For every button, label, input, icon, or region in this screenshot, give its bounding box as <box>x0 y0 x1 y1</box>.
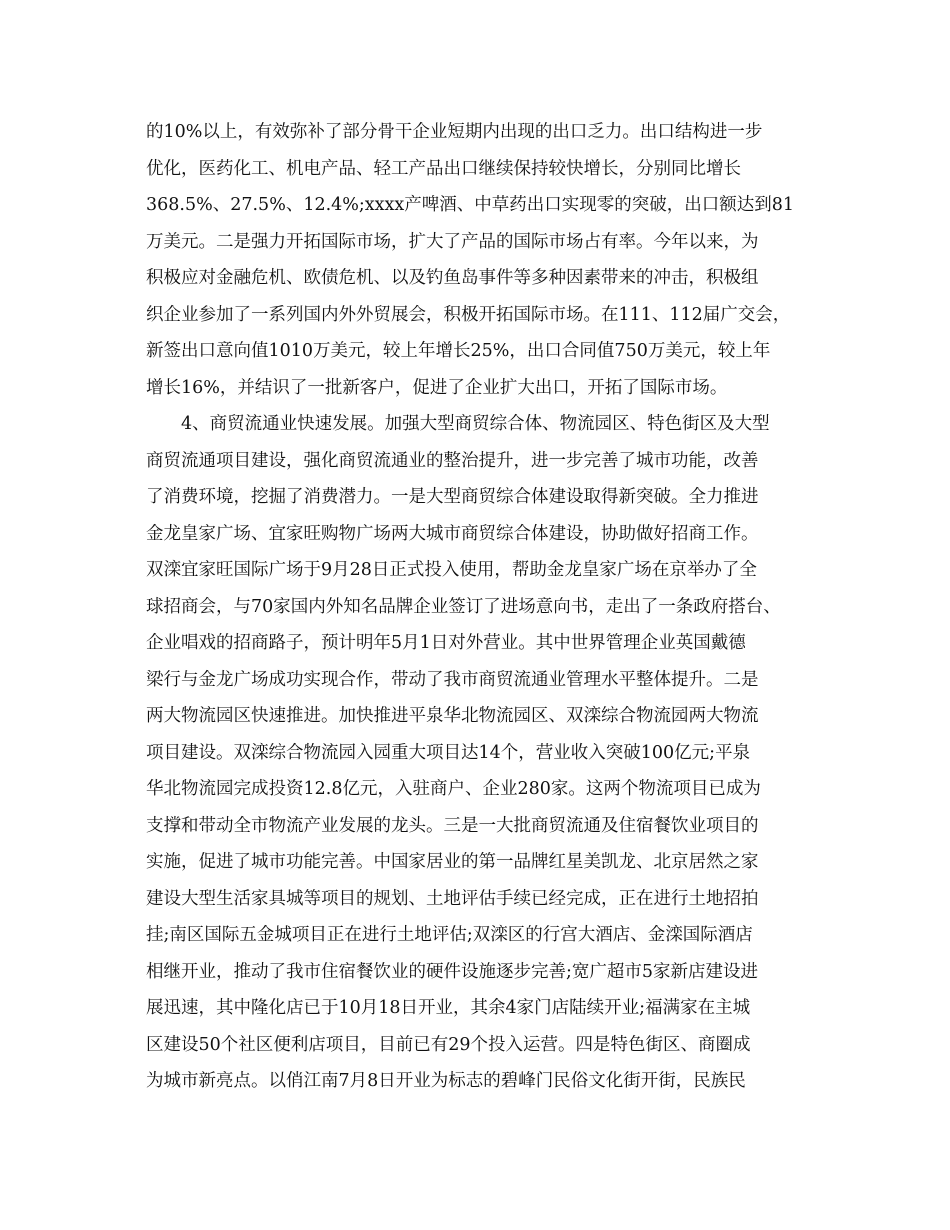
text-line: 新签出口意向值1010万美元，较上年增长25%，出口合同值750万美元，较上年 <box>146 341 771 361</box>
text-line: 了消费环境，挖掘了消费潜力。一是大型商贸综合体建设取得新突破。全力推进 <box>146 487 759 507</box>
text-line: 两大物流园区快速推进。加快推进平泉华北物流园区、双滦综合物流园两大物流 <box>146 706 759 726</box>
text-line: 增长16%，并结识了一批新客户，促进了企业扩大出口，开拓了国际市场。 <box>146 377 728 398</box>
text-line: 织企业参加了一系列国内外外贸展会，积极开拓国际市场。在111、112届广交会， <box>146 304 791 325</box>
text-line: 商贸流通项目建设，强化商贸流通业的整治提升，进一步完善了城市功能，改善 <box>146 450 759 471</box>
text-line: 相继开业，推动了我市住宿餐饮业的硬件设施逐步完善;宽广超市5家新店建设进 <box>146 961 759 982</box>
text-line: 优化，医药化工、机电产品、轻工产品出口继续保持较快增长，分别同比增长 <box>146 158 741 179</box>
text-line: 梁行与金龙广场成功实现合作，带动了我市商贸流通业管理水平整体提升。二是 <box>146 669 759 690</box>
text-line: 华北物流园完成投资12.8亿元，入驻商户、企业280家。这两个物流项目已成为 <box>146 779 761 799</box>
text-line: 区建设50个社区便利店项目，目前已有29个投入运营。四是特色街区、商圈成 <box>146 1034 751 1055</box>
text-line: 金龙皇家广场、宜家旺购物广场两大城市商贸综合体建设，协助做好招商工作。 <box>146 523 759 544</box>
text-line: 的10%以上，有效弥补了部分骨干企业短期内出现的出口乏力。出口结构进一步 <box>146 122 763 142</box>
body-text <box>146 114 816 1100</box>
text-line: 4、商贸流通业快速发展。加强大型商贸综合体、物流园区、特色街区及大型 <box>146 414 770 434</box>
text-line: 支撑和带动全市物流产业发展的龙头。三是一大批商贸流通及住宿餐饮业项目的 <box>146 815 759 836</box>
text-line: 积极应对金融危机、欧债危机、以及钓鱼岛事件等多种因素带来的冲击，积极组 <box>146 268 759 288</box>
text-line: 368.5%、27.5%、12.4%;xxxx产啤酒、中草药出口实现零的突破，出口额达到81 <box>146 195 795 215</box>
text-line: 实施，促进了城市功能完善。中国家居业的第一品牌红星美凯龙、北京居然之家 <box>146 852 759 872</box>
text-line: 为城市新亮点。以俏江南7月8日开业为标志的碧峰门民俗文化街开街，民族民 <box>146 1071 746 1091</box>
text-line: 项目建设。双滦综合物流园入园重大项目达14个，营业收入突破100亿元;平泉 <box>146 742 751 763</box>
text-line: 建设大型生活家具城等项目的规划、土地评估手续已经完成，正在进行土地招拍 <box>146 888 759 909</box>
text-line: 双滦宜家旺国际广场于9月28日正式投入使用，帮助金龙皇家广场在京举办了全 <box>146 560 757 580</box>
text-line: 展迅速，其中隆化店已于10月18日开业，其余4家门店陆续开业;福满家在主城 <box>146 998 751 1018</box>
text-line: 万美元。二是强力开拓国际市场，扩大了产品的国际市场占有率。今年以来，为 <box>146 231 759 252</box>
text-line: 企业唱戏的招商路子，预计明年5月1日对外营业。其中世界管理企业英国戴德 <box>146 633 746 653</box>
text-line: 球招商会，与70家国内外知名品牌企业签订了进场意向书，走出了一条政府搭台、 <box>146 596 781 617</box>
text-line: 挂;南区国际五金城项目正在进行土地评估;双滦区的行宫大酒店、金滦国际酒店 <box>146 925 753 945</box>
